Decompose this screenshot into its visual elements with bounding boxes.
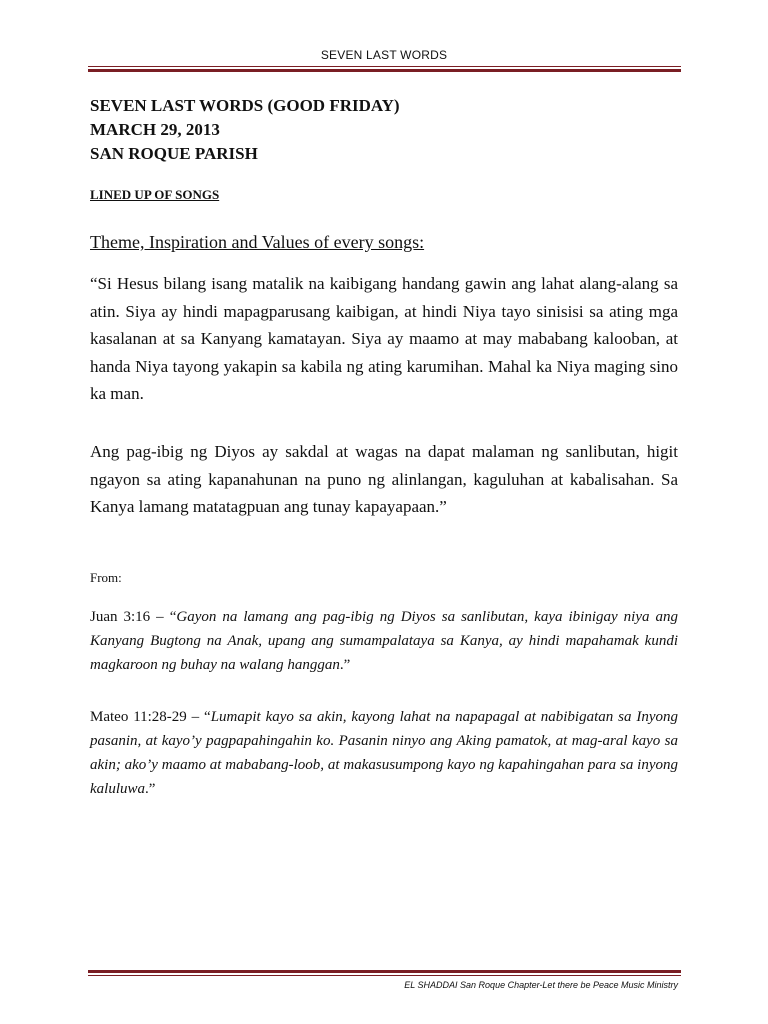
footer-text: EL SHADDAI San Roque Chapter-Let there be Peace Music Ministry	[404, 980, 678, 990]
header-rule-thick	[88, 69, 681, 72]
paragraph-1: “Si Hesus bilang isang matalik na kaibigang handang gawin ang lahat alang-alang sa atin. Siya ay hindi mapagparusang kaibigan, at hindi Niya tayo sinisisi sa ating mga kasalanan at sa Kanyang kamatayan. Siya ay maamo at may mababang kalooban, at handa Niya tayong yakapin sa kabila ng ating karumihan. Mahal ka Niya maging sino ka man.	[90, 274, 678, 403]
verse-juan-text: Gayon na lamang ang pag-ibig ng Diyos sa sanlibutan, kaya ibinigay niya ang Kanyang Bugtong na Anak, upang ang sumampalataya sa Kanya, ay hindi mapahamak kundi magkaroon ng buhay na walang hanggan	[90, 609, 679, 673]
from-label: From:	[90, 570, 122, 585]
verse-mateo-end: .”	[145, 781, 156, 797]
running-title: SEVEN LAST WORDS	[320, 48, 448, 62]
footer-rule-thin	[88, 975, 681, 976]
verse-mateo	[90, 705, 678, 801]
header-rule-thin	[88, 66, 681, 67]
verse-juan-ref: Juan 3:16 – “	[90, 609, 177, 625]
verse-mateo-ref: Mateo 11:28-29 – “	[90, 709, 211, 725]
verse-juan-end: .”	[339, 657, 351, 673]
heading-parish: SAN ROQUE PARISH	[90, 144, 258, 163]
heading-date: MARCH 29, 2013	[90, 120, 220, 139]
theme-line: Theme, Inspiration and Values of every songs:	[90, 232, 425, 252]
songs-label: LINED UP OF SONGS	[90, 187, 220, 202]
verse-mateo-text: Lumapit kayo sa akin, kayong lahat na napapagal at nabibigatan sa Inyong pasanin, at kayo’y pagpapahingahin ko. Pasanin ninyo ang Aking pamatok, at mag-aral kayo sa akin; ako’y maamo at mababang-loob, at makasusumpong kayo ng kapahingahan para sa inyong kaluluwa	[90, 709, 678, 797]
footer-rule-thick	[88, 970, 681, 973]
document-heading	[90, 94, 400, 166]
heading-title: SEVEN LAST WORDS (GOOD FRIDAY)	[90, 96, 400, 115]
paragraph-2: Ang pag-ibig ng Diyos ay sakdal at wagas na dapat malaman ng sanlibutan, higit ngayon sa ating kapanahunan na puno ng alinlangan, kaguluhan at kabalisahan. Sa Kanya lamang matatagpuan ang tunay kapayapaan.”	[90, 442, 678, 516]
verse-juan	[90, 605, 678, 677]
